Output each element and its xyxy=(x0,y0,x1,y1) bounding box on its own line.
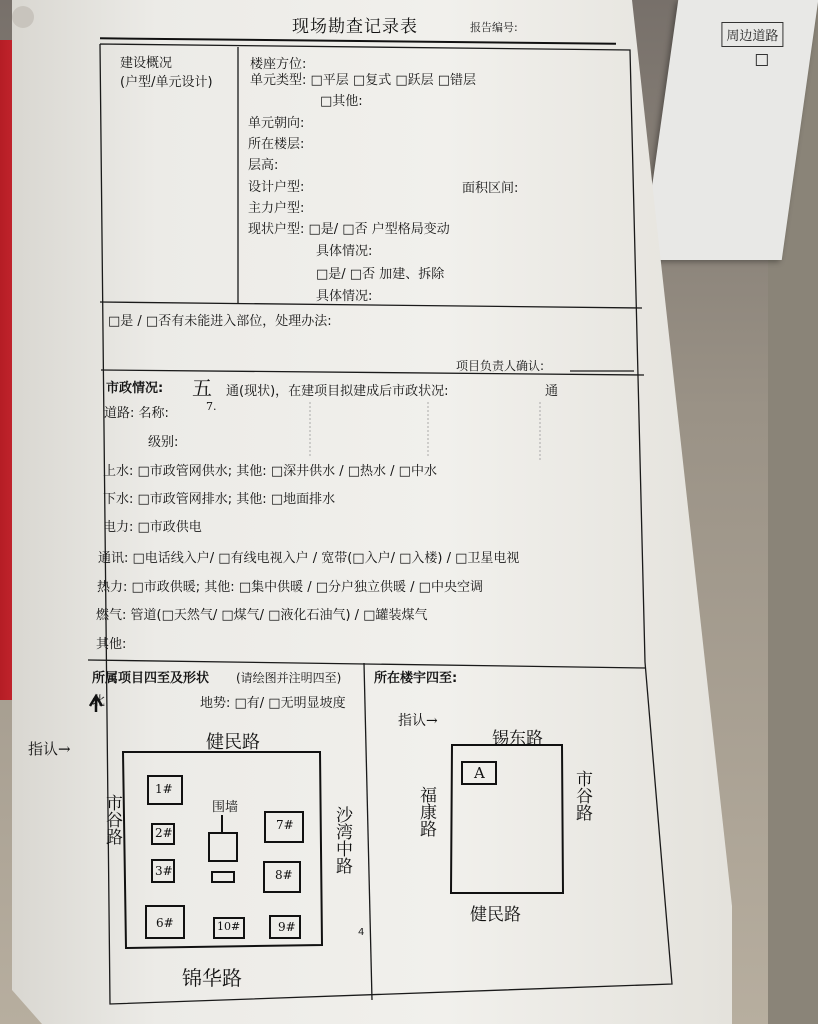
building-sketch xyxy=(451,745,563,893)
building-boundaries-title: 所在楼宇四至: xyxy=(374,671,458,686)
project-boundaries-title: 所属项目四至及形状 xyxy=(92,671,210,686)
layout-details-label: 具体情况: xyxy=(316,244,373,259)
municipal-status-text: 通(现状)，在建项目拟建成后市政状况: xyxy=(226,384,449,399)
building-overview-subtitle: (户型/单元设计) xyxy=(120,75,213,90)
road-name-label: 道路: 名称: xyxy=(104,406,169,421)
sketch-east-road: 沙湾中路 xyxy=(332,806,352,874)
building-sketch-west-road: 福康路 xyxy=(416,786,436,837)
extension-details-label: 具体情况: xyxy=(316,289,373,304)
inaccessible-areas-question: □是 / □否有未能进入部位，处理办法: xyxy=(108,314,332,329)
municipal-heading: 市政情况: xyxy=(106,381,164,396)
north-label: 北 xyxy=(92,694,106,709)
building-sketch-pointer: 指认→ xyxy=(398,713,438,729)
unit-type-options: 单元类型: □平层 □复式 □跃层 □错层 xyxy=(250,73,477,88)
project-manager-confirm-label: 项目负责人确认: xyxy=(456,359,545,373)
sketch-north-road: 健民路 xyxy=(206,732,260,753)
sketch-west-road: 市谷路 xyxy=(102,794,122,845)
site-sketch xyxy=(123,752,322,948)
unit-facing-label: 单元朝向: xyxy=(248,116,305,131)
drainage-row: 下水: □市政管网排水; 其他: □地面排水 xyxy=(103,492,336,507)
sketch-facility-label: 围墙 xyxy=(212,800,239,815)
terrain-options: 地势: □有/ □无明显坡度 xyxy=(200,696,346,711)
gas-row: 燃气: 管道(□天然气/ □煤气/ □液化石油气) / □罐装煤气 xyxy=(96,608,428,623)
report-number-label: 报告编号: xyxy=(470,21,518,34)
road-grade-label: 级别: xyxy=(148,435,179,450)
main-layout-label: 主力户型: xyxy=(248,201,305,216)
sketch-building-label: 6# xyxy=(156,916,174,930)
building-sketch-south-road: 健民路 xyxy=(470,905,521,925)
current-layout-options: 现状户型: □是/ □否 户型格局变动 xyxy=(248,222,450,237)
page-number: 4 xyxy=(358,927,365,938)
unit-type-other: □其他: xyxy=(320,94,363,109)
other-row: 其他: xyxy=(96,637,127,652)
power-row: 电力: □市政供电 xyxy=(103,520,202,535)
heating-row: 热力: □市政供暖; 其他: □集中供暖 / □分户独立供暖 / □中央空调 xyxy=(97,580,483,595)
building-sketch-east-road: 市谷路 xyxy=(572,770,592,821)
handwritten-count: 五 xyxy=(192,376,212,400)
extension-options: □是/ □否 加建、拆除 xyxy=(316,267,445,282)
building-sketch-unit-label: A xyxy=(474,764,485,782)
floor-label: 所在楼层: xyxy=(248,137,305,152)
telecom-row: 通讯: □电话线入户/ □有线电视入户 / 宽带(□入户/ □入楼) / □卫星电视 xyxy=(98,551,520,566)
sketch-building-label: 7# xyxy=(276,818,294,832)
sketch-building-label: 2# xyxy=(155,826,173,840)
sketch-building-label: 8# xyxy=(275,868,293,882)
form-title: 现场勘查记录表 xyxy=(292,17,418,37)
sketch-building-label: 10# xyxy=(217,920,241,933)
sketch-south-road: 锦华路 xyxy=(182,966,242,990)
area-range-label: 面积区间: xyxy=(462,181,519,196)
building-overview-title: 建设概况 xyxy=(120,56,173,71)
side-document-title: 周边道路 xyxy=(721,22,783,47)
design-layout-label: 设计户型: xyxy=(248,180,305,195)
municipal-status-tong: 通 xyxy=(545,384,559,399)
sketch-building-label: 9# xyxy=(278,920,296,934)
floor-height-label: 层高: xyxy=(248,158,279,173)
sketch-entrance-pointer: 指认→ xyxy=(28,740,71,758)
building-sketch-north-road: 锡东路 xyxy=(492,729,543,749)
water-supply-row: 上水: □市政管网供水; 其他: □深井供水 / □热水 / □中水 xyxy=(103,464,437,479)
project-boundaries-note: (请绘图并注明四至) xyxy=(236,671,342,685)
sketch-building-label: 1# xyxy=(155,782,173,796)
building-orientation-label: 楼座方位: xyxy=(250,57,307,72)
sketch-building-label: 3# xyxy=(155,864,173,878)
handwritten-note: 7. xyxy=(206,400,217,413)
